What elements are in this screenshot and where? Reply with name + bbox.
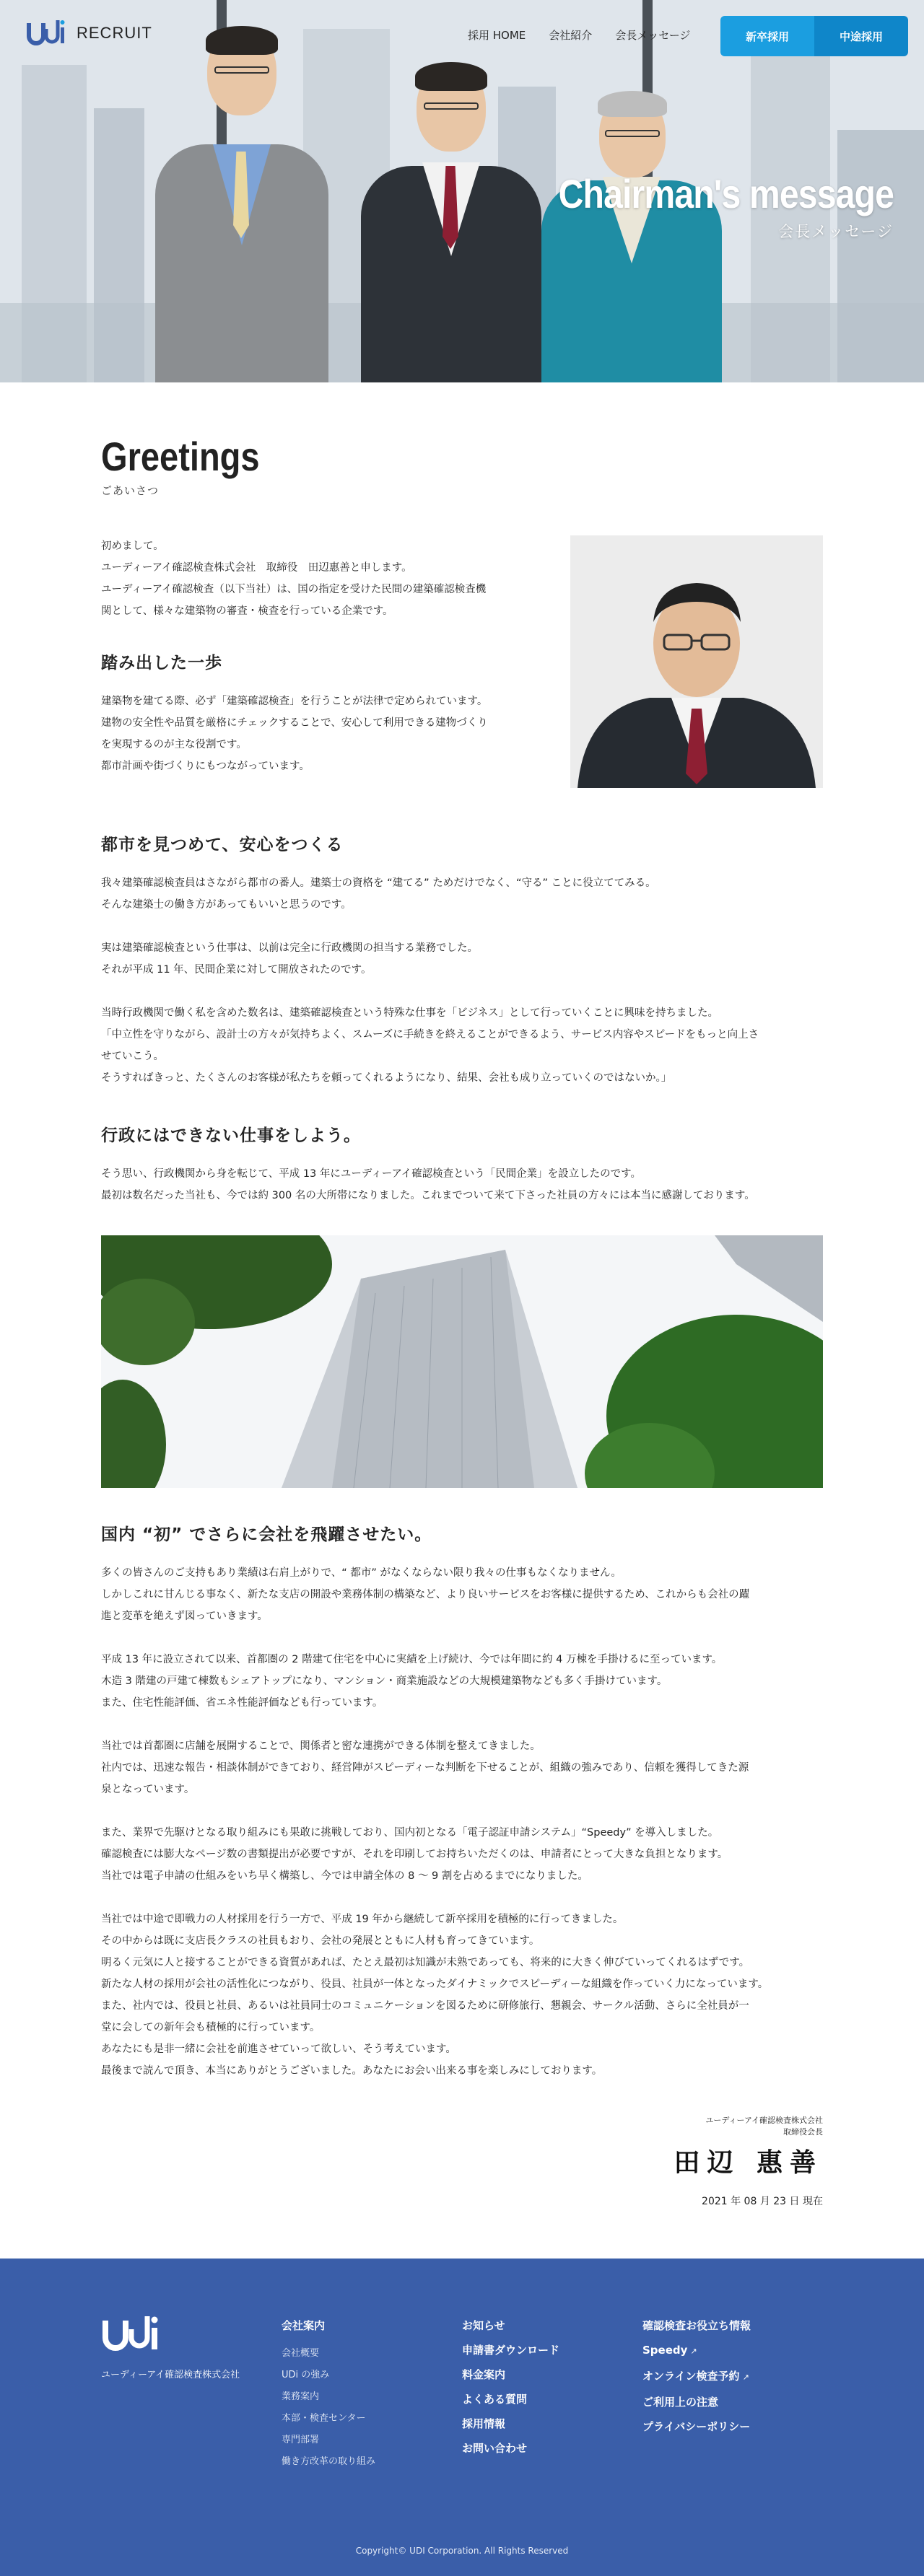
hero-section [0, 0, 924, 382]
greetings-title-en: Greetings [101, 434, 260, 479]
footer-link-udi-strength[interactable]: UDi の強み [282, 2370, 330, 2380]
person-left [155, 29, 328, 382]
city-safety-paragraph-3: 当時行政機関で働く私を含めた数名は、建築確認検査という特殊な仕事を「ビジネス」として行っていくことに興味を持ちました。 「中立性を守りながら、設計士の方々が気持ちよく、スムーズに手続きを終えることができるよう、サービス内容やスピードをもっと向上さ せていこう。 そうすればきっと、たくさんのお客様が私たちを頼ってくれるようになり、結果、会社も成り立っていくのではないか。」 [101, 1007, 759, 1084]
domestic-first-paragraph-3: 当社では首都圏に店舗を展開することで、関係者と密な連携ができる体制を整えてきました。 社内では、迅速な報告・相談体制ができており、経営陣がスピーディーな判断を下せることが、組織の強みであり、信頼を獲得してきた源 泉となっています。 [101, 1740, 749, 1795]
footer-link-faq[interactable]: よくある質問 [462, 2393, 528, 2406]
footer-brand-name: ユーディーアイ確認検査株式会社 [101, 2370, 240, 2380]
nav-recruit-home[interactable]: 採用 HOME [468, 29, 526, 42]
first-step-paragraph: 建築物を建てる際、必ず「建築確認検査」を行うことが法律で定められています。 建物の安全性や品質を厳格にチェックすることで、安心して利用できる建物づくり を実現するのが主な役割です。 都市計画や街づくりにもつながっています。 [101, 696, 488, 772]
heading-beyond-government: 行政にはできない仕事をしよう。 [101, 1126, 361, 1145]
udi-logo-icon [26, 19, 66, 48]
site-logo[interactable] [26, 19, 152, 48]
footer-col-company [282, 2318, 375, 2473]
signature-block [101, 2115, 823, 2208]
signature-role: 取締役会長 [783, 2127, 823, 2137]
footer-link-business[interactable]: 業務案内 [282, 2391, 320, 2402]
skyscraper-photo-image [101, 1235, 823, 1488]
signature-date: 2021 年 08 月 23 日 現在 [702, 2196, 823, 2207]
footer-link-departments[interactable]: 専門部署 [282, 2435, 320, 2445]
city-safety-paragraph-2: 実は建築確認検査という仕事は、以前は完全に行政機関の担当する業務でした。 それが平成 11 年、民間企業に対して開放されたのです。 [101, 942, 478, 976]
heading-first-step: 踏み出した一歩 [101, 654, 222, 673]
footer-link-headquarters[interactable]: 本部・検査センター [282, 2413, 366, 2424]
signature-name: 田辺 惠善 [674, 2147, 823, 2178]
hero-title-en: Chairman's message [558, 171, 894, 216]
logo-text: RECRUIT [77, 24, 152, 42]
footer-link-contact[interactable]: お問い合わせ [462, 2442, 528, 2455]
footer-link-privacy[interactable]: プライバシーポリシー [642, 2420, 751, 2433]
city-safety-paragraph-1: 我々建築確認検査員はさながら都市の番人。建築士の資格を “建てる” ためだけでなく、“守る” ことに役立ててみる。 そんな建築士の働き方があってもいいと思うのです。 [101, 877, 656, 911]
intro-text [101, 535, 534, 788]
heading-city-safety: 都市を見つめて、安心をつくる [101, 836, 344, 854]
footer-link-downloads[interactable]: 申請書ダウンロード [462, 2344, 560, 2357]
footer-link-fees[interactable]: 料金案内 [462, 2368, 506, 2381]
footer-link-useful-info[interactable]: 確認検査お役立ち情報 [642, 2319, 751, 2332]
greetings-title-ja: ごあいさつ [101, 484, 160, 497]
footer-link-online-booking[interactable]: オンライン検査予約 ↗ [642, 2370, 749, 2383]
beyond-government-paragraph: そう思い、行政機関から身を転じて、平成 13 年にユーディーアイ確認検査という「民間企業」を設立したのです。 最初は数名だった当社も、今では約 300 名の大所帯になりました。これまでついて来て下さった社員の方々には本当に感謝しております。 [101, 1168, 755, 1201]
greetings-heading [101, 382, 823, 498]
nav-company[interactable]: 会社紹介 [549, 29, 593, 42]
signature-company: ユーディーアイ確認検査株式会社 [705, 2116, 823, 2125]
domestic-first-paragraph-4: また、業界で先駆けとなる取り組みにも果敢に挑戦しており、国内初となる「電子認証申請システム」“Speedy” を導入しました。 確認検査には膨大なページ数の書類提出が必要ですが、それを印刷してお持ちいただくのは、申請者にとって大きな負担となります。 当社では電子申請の仕組みをいち早く構築し、今では申請全体の 8 ～ 9 割を占めるまでになりました。 [101, 1827, 728, 1882]
intro-paragraph: 初めまして。 ユーディーアイ確認検査株式会社 取締役 田辺惠善と申します。 ユーディーアイ確認検査（以下当社）は、国の指定を受けた民間の建築確認検査機 関として、様々な建築物の審査・検査を行っている企業です。 [101, 540, 487, 617]
external-link-icon: ↗ [690, 2347, 697, 2356]
external-link-icon: ↗ [742, 2373, 749, 2382]
intro-block [101, 535, 823, 788]
domestic-first-paragraph-5: 当社では中途で即戦力の人材採用を行う一方で、平成 19 年から継続して新卒採用を積極的に行ってきました。 その中からは既に支店長クラスの社員もおり、会社の発展とともに人材も育ってきています。 明るく元気に人と接することができる資質があれば、たとえ最初は知識が未熟であっても、将来的に大きく伸びていってくれるはずです。 新たな人材の採用が会社の活性化につながり、役員、社員が一体となったダイナミックでスピーディーな組織を作っていく力になっています。 また、社内では、役員と社員、あるいは社員同士のコミュニケーションを図るために研修旅行、懇親会、サークル活動、さらに全社員が一 堂に会しての新年会も積極的に行っています。 あなたにも是非一緒に会社を前進させていって欲しい、そう考えています。 最後まで読んで頂き、本当にありがとうございました。あなたにお会い出来る事を楽しみにしております。 [101, 1914, 769, 2077]
copyright: Copyright© UDI Corporation. All Rights Reserved [355, 2546, 569, 2556]
footer-link-terms[interactable]: ご利用上の注意 [642, 2396, 719, 2409]
footer-col-info [462, 2313, 559, 2461]
footer-col-resources [642, 2313, 751, 2439]
footer-udi-logo-icon [101, 2315, 163, 2355]
footer-link-speedy[interactable]: Speedy ↗ [642, 2344, 697, 2357]
footer-link-news[interactable]: お知らせ [462, 2319, 505, 2332]
footer-link-company-overview[interactable]: 会社概要 [282, 2348, 320, 2359]
chairman-portrait [570, 535, 823, 788]
recruit-cta-group [720, 16, 908, 56]
footer-link-work-style[interactable]: 働き方改革の取り組み [282, 2456, 376, 2467]
footer-link-recruit[interactable]: 採用情報 [462, 2417, 506, 2430]
site-footer [0, 2259, 924, 2576]
hero-title-ja: 会長メッセージ [778, 223, 894, 240]
global-nav [468, 27, 690, 43]
skyscraper-photo [101, 1235, 823, 1488]
nav-chairman-message[interactable]: 会長メッセージ [615, 29, 691, 42]
footer-company-heading[interactable]: 会社案内 [282, 2319, 326, 2332]
mid-career-button[interactable]: 中途採用 [814, 16, 908, 56]
hero-title [504, 170, 894, 242]
heading-domestic-first: 国内 “初” でさらに会社を飛躍させたい。 [101, 1525, 432, 1544]
site-header [0, 0, 924, 69]
new-graduate-button[interactable]: 新卒採用 [720, 16, 814, 56]
domestic-first-paragraph-2: 平成 13 年に設立されて以来、首都圏の 2 階建て住宅を中心に実績を上げ続け、今では年間に約 4 万棟を手掛けるに至っています。 木造 3 階建の戸建て棟数もシェアトップになり、マンション・商業施設などの大規模建築物なども多く手掛けています。 また、住宅性能評価、省エネ性能評価なども行っています。 [101, 1654, 723, 1709]
footer-brand[interactable] [101, 2315, 240, 2380]
chairman-portrait-image [570, 535, 823, 788]
main-content [0, 382, 924, 2208]
domestic-first-paragraph-1: 多くの皆さんのご支持もあり業績は右肩上がりで、“ 都市” がなくならない限り我々の仕事もなくなりません。 しかしこれに甘んじる事なく、新たな支店の開設や業務体制の構築など、より良いサービスをお客様に提供するため、これからも会社の躍 進と変革を絶えず図っていきます。 [101, 1567, 750, 1622]
